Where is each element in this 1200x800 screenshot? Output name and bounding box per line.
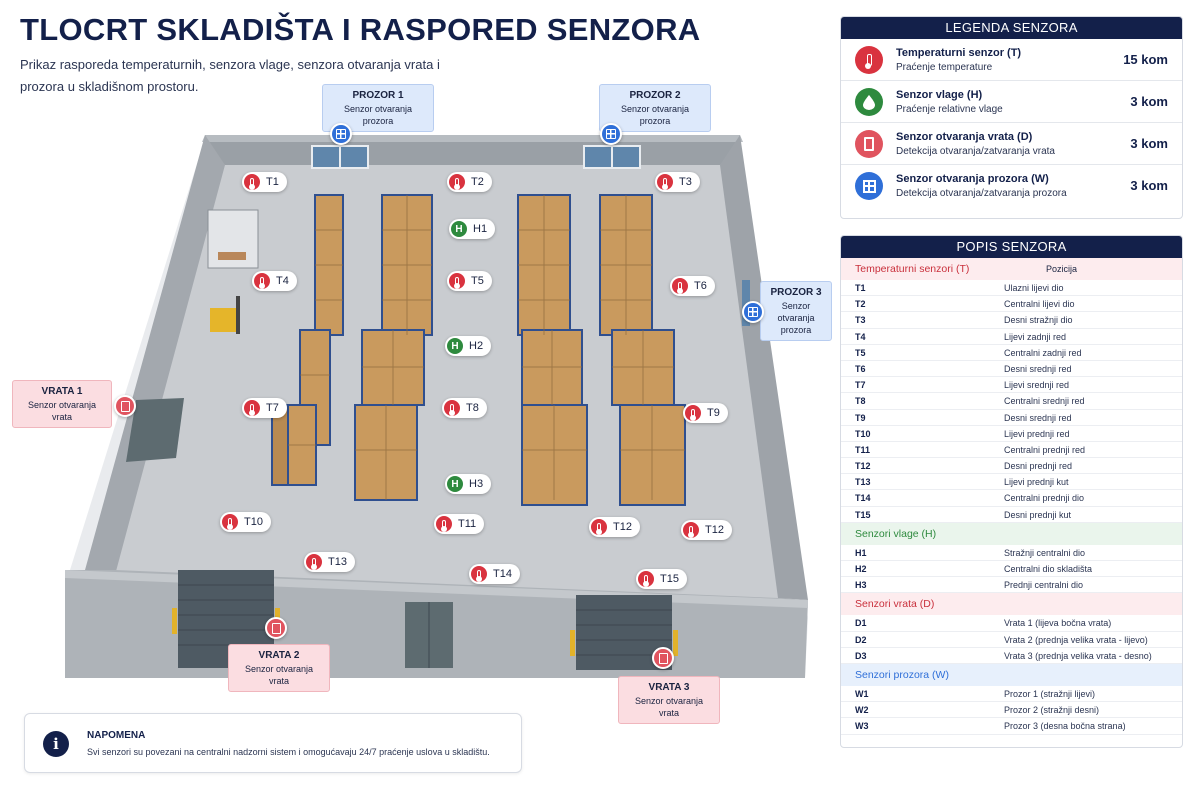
- marker-t7[interactable]: T7: [242, 398, 287, 418]
- thermometer-icon: [657, 174, 673, 190]
- sensor-id: T2: [855, 299, 866, 310]
- sensor-id: T1: [855, 283, 866, 293]
- table-row: [841, 442, 1182, 458]
- sensor-id: H2: [855, 564, 867, 574]
- page-subtitle: Prikaz rasporeda temperaturnih, senzora vlage, senzora otvaranja vrata i prozora u skladišnom prostoru.: [20, 57, 440, 94]
- sensor-id: W2: [855, 705, 869, 716]
- callout-door-2: VRATA 2 Senzor otvaranja vrata: [228, 644, 330, 692]
- legend-item-temperature: Temperaturni senzor (T) Praćenje temperature 15 kom: [841, 39, 1182, 81]
- table-row: [841, 702, 1182, 718]
- sensor-id: D3: [855, 650, 867, 661]
- sensor-position: Vrata 1 (lijeva bočna vrata): [1004, 618, 1112, 629]
- marker-t9[interactable]: T9: [683, 403, 728, 423]
- section-humidity: Senzori vlage (H): [841, 523, 1182, 545]
- sensor-position: Centralni lijevi dio: [1004, 299, 1075, 310]
- sensor-position: Lijevi zadnji red: [1004, 331, 1067, 342]
- sensor-id: T9: [855, 412, 866, 423]
- sensor-list: [840, 235, 1183, 748]
- table-row: [841, 393, 1182, 409]
- legend-item-window: Senzor otvaranja prozora (W) Detekcija otvaranja/zatvaranja prozora 3 kom: [841, 165, 1182, 207]
- table-row: [841, 410, 1182, 426]
- marker-t2[interactable]: T2: [447, 172, 492, 192]
- thermometer-icon: [222, 514, 238, 530]
- marker-t12-right[interactable]: T12: [681, 520, 732, 540]
- thermometer-icon: [444, 400, 460, 416]
- sensor-legend: [840, 16, 1183, 219]
- sensor-position: Stražnji centralni dio: [1004, 547, 1086, 558]
- door-sensor-icon-1[interactable]: [114, 395, 136, 417]
- sensor-id: T6: [855, 363, 866, 374]
- table-row: [841, 458, 1182, 474]
- marker-t10[interactable]: T10: [220, 512, 271, 532]
- marker-t5[interactable]: T5: [447, 271, 492, 291]
- table-row: [841, 615, 1182, 631]
- sensor-id: T14: [855, 493, 871, 504]
- sensor-id: T5: [855, 347, 866, 358]
- note-title: NAPOMENA: [87, 730, 146, 741]
- position-column-header: Pozicija: [1046, 264, 1078, 274]
- droplet-icon: [855, 88, 883, 116]
- sensor-position: Vrata 3 (prednja velika vrata - desno): [1004, 650, 1152, 661]
- table-row: [841, 377, 1182, 393]
- sensor-id: T13: [855, 477, 871, 488]
- sensor-id: W3: [855, 721, 869, 732]
- door-sensor-icon-2[interactable]: [265, 617, 287, 639]
- callout-window-1: PROZOR 1 Senzor otvaranja prozora: [322, 84, 434, 132]
- table-row: [841, 490, 1182, 506]
- info-icon: i: [43, 731, 69, 757]
- marker-t6[interactable]: T6: [670, 276, 715, 296]
- sensor-position: Centralni dio skladišta: [1004, 564, 1093, 574]
- callout-door-3: VRATA 3 Senzor otvaranja vrata: [618, 676, 720, 724]
- thermometer-icon: [244, 174, 260, 190]
- marker-t3[interactable]: T3: [655, 172, 700, 192]
- sensor-id: W1: [855, 688, 869, 699]
- thermometer-icon: [449, 273, 465, 289]
- table-row: [841, 280, 1182, 296]
- sensor-id: H1: [855, 547, 867, 558]
- sensor-position: Desni srednji red: [1004, 412, 1072, 423]
- sensor-id: H3: [855, 580, 867, 591]
- temperature-rows: [841, 280, 1182, 523]
- marker-t1[interactable]: T1: [242, 172, 287, 192]
- table-row: [841, 686, 1182, 702]
- sensor-id: T8: [855, 396, 866, 407]
- forklift: [210, 308, 236, 332]
- thermometer-icon: [244, 400, 260, 416]
- thermometer-icon: [254, 273, 270, 289]
- sensor-position: Desni stražnji dio: [1004, 315, 1073, 326]
- table-row: [841, 296, 1182, 312]
- table-row: [841, 361, 1182, 377]
- sensor-id: T4: [855, 331, 866, 342]
- sensor-position: Vrata 2 (prednja velika vrata - lijevo): [1004, 634, 1148, 645]
- note-text: Svi senzori su povezani na centralni nadzorni sistem i omogućavaju 24/7 praćenje uslova u skladištu.: [87, 747, 490, 757]
- section-windows: Senzori prozora (W): [841, 664, 1182, 686]
- table-row: [841, 648, 1182, 664]
- marker-t4[interactable]: T4: [252, 271, 297, 291]
- thermometer-icon: [685, 405, 701, 421]
- sensor-position: Ulazni lijevi dio: [1004, 283, 1064, 293]
- sensor-position: Centralni prednji red: [1004, 444, 1086, 455]
- thermometer-icon: [683, 522, 699, 538]
- marker-h2[interactable]: H H2: [445, 336, 491, 356]
- droplet-icon: H: [451, 221, 467, 237]
- sensor-id: T15: [855, 509, 871, 520]
- sensor-position: Lijevi prednji kut: [1004, 477, 1069, 488]
- table-row: [841, 545, 1182, 561]
- sensor-id: T10: [855, 428, 871, 439]
- marker-t12[interactable]: T12: [589, 517, 640, 537]
- legend-item-humidity: Senzor vlage (H) Praćenje relativne vlage 3 kom: [841, 81, 1182, 123]
- table-row: [841, 507, 1182, 523]
- table-row: [841, 426, 1182, 442]
- list-title: POPIS SENZORA: [841, 236, 1182, 258]
- sensor-position: Centralni zadnji red: [1004, 347, 1082, 358]
- table-row: [841, 632, 1182, 648]
- table-row: [841, 329, 1182, 345]
- window-rows: [841, 686, 1182, 735]
- table-row: [841, 312, 1182, 328]
- legend-title: LEGENDA SENZORA: [841, 17, 1182, 39]
- thermometer-icon: [306, 554, 322, 570]
- sensor-id: T11: [855, 444, 871, 455]
- droplet-icon: H: [447, 338, 463, 354]
- sensor-position: Desni srednji red: [1004, 363, 1072, 374]
- door-sensor-icon-3[interactable]: [652, 647, 674, 669]
- thermometer-icon: [855, 46, 883, 74]
- window-icon: [855, 172, 883, 200]
- sensor-id: D2: [855, 634, 867, 645]
- sensor-id: T7: [855, 380, 866, 391]
- window-sensor-icon-2[interactable]: [600, 123, 622, 145]
- droplet-icon: H: [447, 476, 463, 492]
- table-row: [841, 718, 1182, 734]
- table-row: [841, 577, 1182, 593]
- note-box: [24, 713, 522, 773]
- legend-item-door: Senzor otvaranja vrata (D) Detekcija otvaranja/zatvaranja vrata 3 kom: [841, 123, 1182, 165]
- marker-t15[interactable]: T15: [636, 569, 687, 589]
- table-row: [841, 345, 1182, 361]
- sensor-position: Desni prednji red: [1004, 461, 1073, 472]
- callout-window-2: PROZOR 2 Senzor otvaranja prozora: [599, 84, 711, 132]
- thermometer-icon: [471, 566, 487, 582]
- window-sensor-icon-3[interactable]: [742, 301, 764, 323]
- sensor-position: Centralni srednji red: [1004, 396, 1085, 407]
- sensor-position: Prozor 2 (stražnji desni): [1004, 705, 1100, 716]
- marker-t14[interactable]: T14: [469, 564, 520, 584]
- callout-door-1: VRATA 1 Senzor otvaranja vrata: [12, 380, 112, 428]
- sensor-id: D1: [855, 618, 867, 629]
- table-row: [841, 561, 1182, 577]
- sensor-position: Prednji centralni dio: [1004, 580, 1084, 591]
- thermometer-icon: [638, 571, 654, 587]
- marker-t13[interactable]: T13: [304, 552, 355, 572]
- section-doors: Senzori vrata (D): [841, 593, 1182, 615]
- sensor-position: Lijevi prednji red: [1004, 428, 1070, 439]
- callout-window-3: PROZOR 3 Senzor otvaranja prozora: [760, 281, 832, 341]
- door-rows: [841, 615, 1182, 664]
- thermometer-icon: [672, 278, 688, 294]
- marker-h1[interactable]: H H1: [449, 219, 495, 239]
- humidity-rows: [841, 545, 1182, 594]
- sensor-id: T3: [855, 315, 866, 326]
- marker-h3[interactable]: H H3: [445, 474, 491, 494]
- sensor-position: Prozor 1 (stražnji lijevi): [1004, 688, 1096, 699]
- table-row: [841, 474, 1182, 490]
- door-icon: [855, 130, 883, 158]
- sensor-position: Desni prednji kut: [1004, 509, 1072, 520]
- page-title: TLOCRT SKLADIŠTA I RASPORED SENZORA: [20, 12, 701, 47]
- marker-t8[interactable]: T8: [442, 398, 487, 418]
- section-temperature: Temperaturni senzori (T) Pozicija: [841, 258, 1182, 280]
- sensor-position: Prozor 3 (desna bočna strana): [1004, 721, 1126, 732]
- sensor-position: Centralni prednji dio: [1004, 493, 1085, 504]
- thermometer-icon: [449, 174, 465, 190]
- thermometer-icon: [436, 516, 452, 532]
- sensor-id: T12: [855, 461, 871, 472]
- marker-t11[interactable]: T11: [434, 514, 484, 534]
- sensor-position: Lijevi srednji red: [1004, 380, 1070, 391]
- thermometer-icon: [591, 519, 607, 535]
- window-sensor-icon-1[interactable]: [330, 123, 352, 145]
